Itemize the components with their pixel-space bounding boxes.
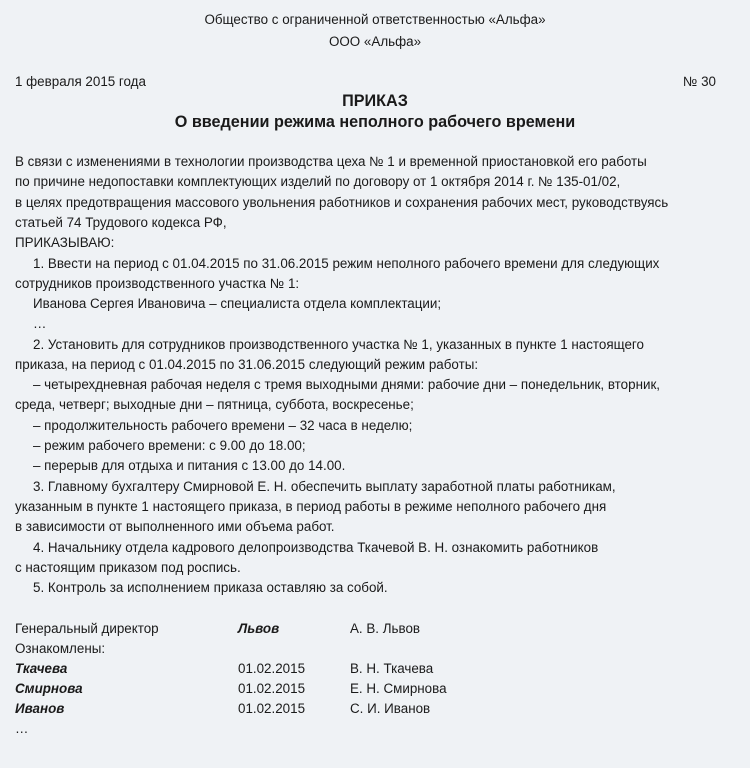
item-1-ellipsis: … <box>33 316 47 331</box>
director-name: А. В. Львов <box>350 621 421 636</box>
preamble-line: в целях предотвращения массового увольнения работников и сохранения рабочих мест, руководствуясь <box>15 195 669 210</box>
acquainted-name: В. Н. Ткачева <box>350 661 434 676</box>
item-3-line: указанным в пункте 1 настоящего приказа, в период работы в режиме неполного рабочего дня <box>15 499 607 514</box>
acquainted-name: Е. Н. Смирнова <box>350 681 447 696</box>
item-1-line: Иванова Сергея Ивановича – специалиста отдела комплектации; <box>33 296 442 311</box>
item-5-line: 5. Контроль за исполнением приказа оставляю за собой. <box>33 580 388 595</box>
item-3-line: 3. Главному бухгалтеру Смирновой Е. Н. обеспечить выплату заработной платы работникам, <box>33 479 616 494</box>
preamble-line: В связи с изменениями в технологии производства цеха № 1 и временной приостановкой его работы <box>15 154 647 169</box>
org-short-name: ООО «Альфа» <box>328 34 422 49</box>
document-date: 1 февраля 2015 года <box>15 74 146 89</box>
item-3-line: в зависимости от выполненного ими объема работ. <box>15 519 335 534</box>
acquainted-signature: Ткачева <box>15 661 68 676</box>
item-2-line: среда, четверг; выходные дни – пятница, суббота, воскресенье; <box>15 397 414 412</box>
item-1-line: сотрудников производственного участка № 1: <box>15 276 300 291</box>
acquainted-date: 01.02.2015 <box>238 661 306 676</box>
item-2-line: – четырехдневная рабочая неделя с тремя выходными днями: рабочие дни – понедельник, вторник, <box>33 377 661 392</box>
item-1-line: 1. Ввести на период с 01.04.2015 по 31.06.2015 режим неполного рабочего времени для следующих <box>33 256 660 271</box>
acquainted-date: 01.02.2015 <box>238 681 306 696</box>
order-word: ПРИКАЗЫВАЮ: <box>15 235 115 250</box>
item-4-line: с настоящим приказом под роспись. <box>15 560 241 575</box>
document-type: ПРИКАЗ <box>342 92 408 110</box>
acquainted-name: С. И. Иванов <box>350 701 431 716</box>
director-position: Генеральный директор <box>15 621 159 636</box>
item-4-line: 4. Начальнику отдела кадрового делопроизводства Ткачевой В. Н. ознакомить работников <box>33 540 599 555</box>
item-2-line: – продолжительность рабочего времени – 32 часа в неделю; <box>33 418 413 433</box>
acquainted-signature: Смирнова <box>15 681 83 696</box>
org-full-name: Общество с ограниченной ответственностью «Альфа» <box>204 12 546 27</box>
preamble-line: по причине недопоставки комплектующих изделий по договору от 1 октября 2014 г. № 135-01/02, <box>15 174 621 189</box>
item-2-line: – перерыв для отдыха и питания с 13.00 до 14.00. <box>33 458 346 473</box>
acquainted-signature: Иванов <box>15 701 65 716</box>
signatures-ellipsis: … <box>15 721 29 736</box>
item-2-line: 2. Установить для сотрудников производственного участка № 1, указанных в пункте 1 настоящего <box>33 337 644 352</box>
item-2-line: – режим рабочего времени: с 9.00 до 18.00; <box>33 438 306 453</box>
document-number: № 30 <box>683 74 716 89</box>
acquainted-label: Ознакомлены: <box>15 641 106 656</box>
document-subject: О введении режима неполного рабочего времени <box>174 113 576 131</box>
item-2-line: приказа, на период с 01.04.2015 по 31.06.2015 следующий режим работы: <box>15 357 479 372</box>
director-signature: Львов <box>238 621 280 636</box>
preamble-line: статьей 74 Трудового кодекса РФ, <box>15 215 227 230</box>
acquainted-date: 01.02.2015 <box>238 701 306 716</box>
